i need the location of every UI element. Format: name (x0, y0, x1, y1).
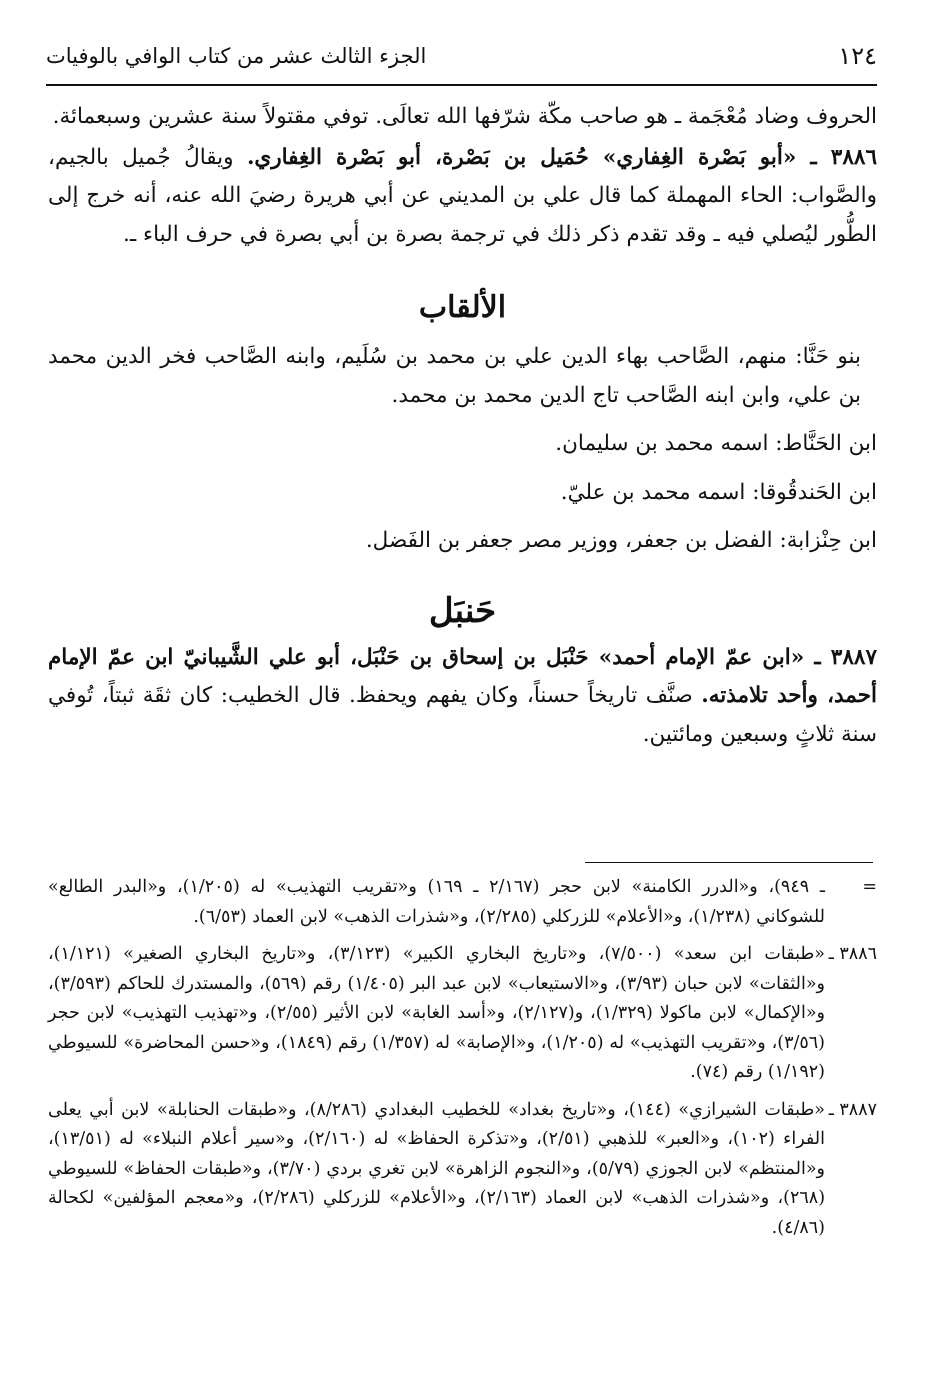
entry-3887-text: صنَّف تاريخاً حسناً، وكان يفهم ويحفظ. قال الخطيب: كان ثقَة ثبتاً، تُوفي سنة ثلاثٍ وسبعين ومائتين. (48, 683, 877, 747)
footnote-text: «طبقات الشيرازي» (١٤٤)، و«تاريخ بغداد» للخطيب البغدادي (٨/٢٨٦)، و«طبقات الحنابلة» لابن أبي يعلى الفراء (١٠٢)، و«العبر» للذهبي (٢/٥١)، و«تذكرة الحفاظ» له (٢/١٦٠)، و«سير أعلام النبلاء» له (١٣/٥١)، و«المنتظم» لابن الجوزي (٥/٧٩)، و«النجوم الزاهرة» لابن تغري بردي (٣/٧٠)، و«طبقات الحفاظ» للسيوطي (٢٦٨)، و«شذرات الذهب» لابن العماد (٢/١٦٣)، و«الأعلام» للزركلي (٢/٢٨٦)، و«معجم المؤلفين» لكحالة (٤/٨٦). (48, 1099, 826, 1238)
alqab-entry-banu-hanna: بنو حَنَّا: منهم، الصَّاحب بهاء الدين علي بن محمد بن سُلَيم، وابنه الصَّاحب فخر الدين محمد بن علي، وابن ابنه الصَّاحب تاج الدين محمد بن محمد. (48, 344, 861, 408)
footnote-3887 (48, 1096, 877, 1244)
entry-3887 (48, 639, 877, 755)
footnote-text: ـ ٩٤٩)، و«الدرر الكامنة» لابن حجر (٢/١٦٧ ـ ١٦٩) و«تقريب التهذيب» له (١/٢٠٥)، و«البدر الطالع» للشوكاني (١/٢٣٨)، و«الأعلام» للزركلي (٢/٢٨٥)، و«شذرات الذهب» لابن العماد (٦/٥٣). (48, 877, 825, 927)
alqab-entry-handaquqa: ابن الحَندقُوقا: اسمه محمد بن عليّ. (560, 479, 877, 505)
section-heading-alqab: الألقاب (418, 290, 507, 325)
entry-3887-heading: ٣٨٨٧ ـ «ابن عمّ الإمام أحمد» حَنْبَل بن إسحاق بن حَنْبَل، أبو علي الشَّيبانيّ ابن عمّ الإمام أحمد، وأحد تلامذته. (48, 644, 877, 708)
running-title: الجزء الثالث عشر من كتاب الوافي بالوفيات (46, 44, 427, 68)
alqab-entry-hinzaba: ابن حِنْزابة: الفضل بن جعفر، ووزير مصر جعفر بن الفَضل. (365, 528, 877, 553)
entry-3886 (48, 139, 877, 255)
continued-paragraph: الحروف وضاد مُعْجَمة ـ هو صاحب مكّة شرّفها الله تعالَى. توفي مقتولاً سنة عشرين وسبعمائة. (52, 104, 877, 129)
footnote-3886 (48, 940, 877, 1088)
footnote-divider (585, 862, 873, 863)
footnote-text: «طبقات ابن سعد» (٧/٥٠٠)، و«تاريخ البخاري الكبير» (٣/١٢٣)، و«تاريخ البخاري الصغير» (١/١٢١)، و«الثقات» لابن حبان (٣/٩٣)، و«الاستيعاب» لابن عبد البر (١/٤٠٥) رقم (٥٦٩)، والمستدرك للحاكم (٣/٥٩٣)، و«الإكمال» لابن ماكولا (١/٣٢٩)، و(٢/١٢٧)، و«أسد الغابة» لابن الأثير (٢/٥٥)، و«تهذيب التهذيب» لابن حجر (٣/٥٦)، و«تقريب التهذيب» له (١/٢٠٥)، و«الإصابة» له (١/٣٥٧) رقم (١٨٤٩)، و«حسن المحاضرة» للسيوطي (١/١٩٢) رقم (٧٤). (48, 944, 825, 1082)
page-header (46, 38, 877, 82)
footnote-continued (48, 873, 877, 932)
alqab-entry-hannat: ابن الحَنَّاط: اسمه محمد بن سليمان. (555, 431, 877, 456)
entry-3886-text: ويقالُ جُميل بالجيم، والصَّواب: الحاء المهملة كما قال علي بن المديني عن أبي هريرة رضيَ الله عنه، أنه خرج إلى الطُّور ليُصلي فيه ـ وقد تقدم ذكر ذلك في ترجمة بصرة بن أبي بصرة في حرف الباء ـ. (48, 144, 877, 247)
section-heading-hanbal: حَنبَل (428, 590, 497, 631)
entry-3886-heading: ٣٨٨٦ ـ «أبو بَصْرة الغِفاري» حُمَيل بن بَصْرة، أبو بَصْرة الغِفاري. (246, 144, 877, 170)
page-number: ١٢٤ (838, 42, 877, 70)
footnote-mark: = (862, 877, 877, 897)
footnote-mark: ٣٨٨٦ ـ (828, 944, 877, 964)
main-text (48, 98, 877, 754)
footnotes (48, 873, 877, 1243)
header-divider (46, 84, 877, 86)
footnote-mark: ٣٨٨٧ ـ (828, 1099, 877, 1120)
